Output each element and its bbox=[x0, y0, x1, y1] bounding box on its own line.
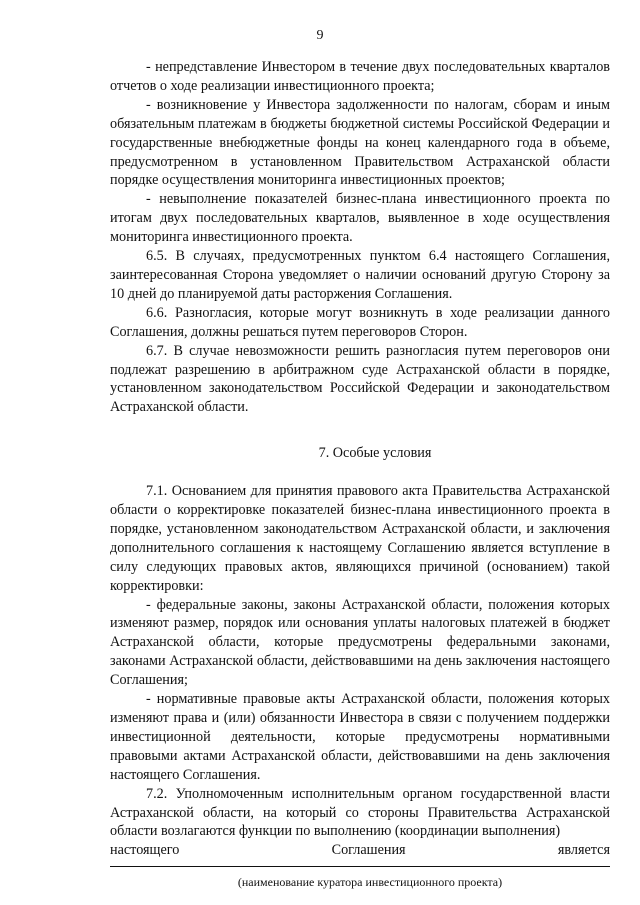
document-body bbox=[110, 58, 610, 892]
last-line-word: Соглашения bbox=[331, 842, 406, 859]
last-line-word: является bbox=[557, 842, 610, 859]
paragraph: 6.6. Разногласия, которые могут возникнуть в ходе реализации данного Соглашения, должны решаться путем переговоров Сторон. bbox=[110, 304, 610, 340]
last-line bbox=[110, 841, 610, 860]
last-line-word: настоящего bbox=[110, 842, 180, 859]
paragraph: - непредставление Инвестором в течение двух последовательных кварталов отчетов о ходе реализации инвестиционного проекта; bbox=[110, 59, 610, 94]
page-number: 9 bbox=[316, 28, 324, 43]
paragraph: 7.2. Уполномоченным исполнительным органом государственной власти Астраханской области, на который со стороны Правительства Астраханской области возлагаются функции по выполнению (координации выполнения) bbox=[110, 785, 610, 840]
fill-in-line bbox=[110, 866, 610, 867]
paragraph: - нормативные правовые акты Астраханской области, положения которых изменяют права и (или) обязанности Инвестора в связи с получением поддержки инвестиционной деятельности, которые предусмотрены нормативными правовыми актами Астраханской области, действовавшими на день заключения настоящего Соглашения. bbox=[110, 691, 610, 783]
paragraph: - возникновение у Инвестора задолженности по налогам, сборам и иным обязательным платежам в бюджеты бюджетной системы Российской Федерации и государственные внебюджетные фонды на конец календарного года в объеме, предусмотренном в установленном Правительством Астраханской области порядке осуществления мониторинга инвестиционных проектов; bbox=[110, 96, 610, 189]
paragraph: - федеральные законы, законы Астраханской области, положения которых изменяют размер, порядок или основания уплаты налоговых платежей в бюджет Астраханской области, которые предусмотрены федеральными законами, законами Астраханской области, действовавшими на день заключения настоящего Соглашения; bbox=[110, 596, 610, 689]
paragraph: - невыполнение показателей бизнес-плана инвестиционного проекта по итогам двух последовательных кварталов, выявленное в ходе осуществления мониторинга инвестиционного проекта. bbox=[110, 191, 610, 246]
paragraph: 7.1. Основанием для принятия правового акта Правительства Астраханской области о корректировке показателей бизнес-плана инвестиционного проекта в порядке, установленном законодательством Астраханской области, и заключения дополнительного соглашения к настоящему Соглашению является вступление в силу следующих правовых актов, являющихся причиной (основанием) такой корректировки: bbox=[110, 483, 610, 594]
paragraph: 6.7. В случае невозможности решить разногласия путем переговоров они подлежат разрешению в арбитражном суде Астраханской области в порядке, установленном законодательством Российской Федерации и законодательством Астраханской области. bbox=[110, 342, 610, 416]
fill-in-caption: (наименование куратора инвестиционного проекта) bbox=[237, 875, 503, 890]
paragraph: 6.5. В случаях, предусмотренных пунктом 6.4 настоящего Соглашения, заинтересованная Сторона уведомляет о наличии оснований другую Сторону за 10 дней до планируемой даты расторжения Соглашения. bbox=[110, 248, 610, 302]
section-heading: 7. Особые условия bbox=[318, 445, 432, 462]
